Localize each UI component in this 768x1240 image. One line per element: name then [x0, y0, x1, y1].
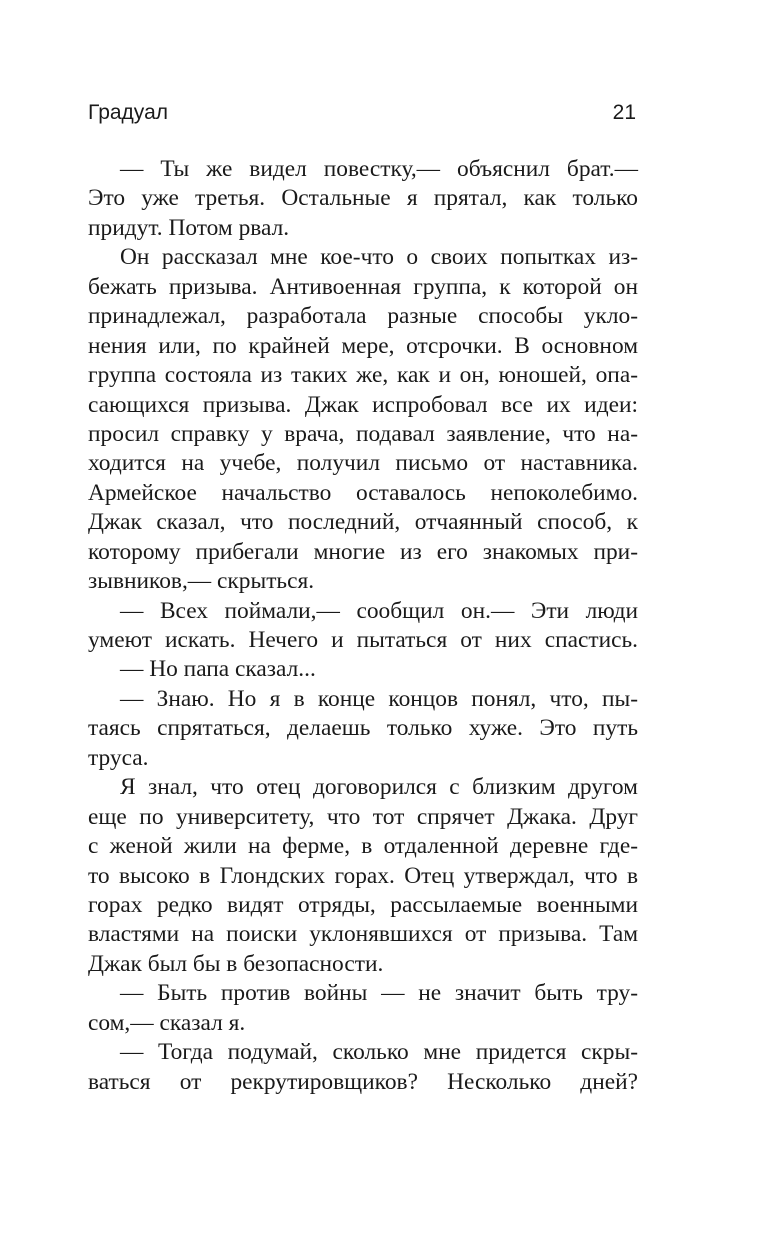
- text-line: горах редко видят отряды, рассылаемые военными: [88, 891, 638, 918]
- text-line: — Быть против войны — не значит быть тру-: [120, 980, 638, 1007]
- body-text: [88, 155, 638, 1097]
- text-line: труса.: [88, 744, 149, 771]
- text-line: сом,— сказал я.: [88, 1009, 246, 1036]
- running-title: Градуал: [88, 101, 169, 124]
- text-line: властями на поиски уклонявшихся от призыва. Там: [88, 921, 638, 948]
- text-line: Это уже третья. Остальные я прятал, как только: [88, 185, 638, 212]
- text-line: которому прибегали многие из его знакомых при-: [88, 538, 638, 565]
- text-line: Я знал, что отец договорился с близким другом: [120, 774, 638, 801]
- text-line: придут. Потом рвал.: [88, 214, 290, 241]
- text-line: Он рассказал мне кое-что о своих попытках из-: [120, 244, 638, 271]
- text-line: — Но папа сказал...: [120, 656, 316, 683]
- text-line: с женой жили на ферме, в отдаленной деревне где-: [88, 833, 638, 860]
- text-line: таясь спрятаться, делаешь только хуже. Это путь: [88, 715, 638, 742]
- text-line: Джак был бы в безопасности.: [88, 950, 384, 977]
- text-line: Джак сказал, что последний, отчаянный способ, к: [88, 509, 638, 536]
- text-line: принадлежал, разработала разные способы укло-: [88, 303, 638, 330]
- text-line: то высоко в Глондских горах. Отец утверждал, что в: [88, 862, 638, 889]
- text-line: зывников,— скрыться.: [88, 568, 315, 595]
- text-line: еще по университету, что тот спрячет Джака. Друг: [88, 803, 638, 830]
- text-line: Армейское начальство оставалось непоколебимо.: [88, 479, 638, 506]
- text-line: ваться от рекрутировщиков? Несколько дней?: [88, 1068, 638, 1095]
- text-line: сающихся призыва. Джак испробовал все их идеи:: [88, 391, 638, 418]
- text-line: — Всех поймали,— сообщил он.— Эти люди: [120, 597, 638, 624]
- text-line: — Знаю. Но я в конце концов понял, что, пы-: [120, 685, 638, 712]
- text-line: нения или, по крайней мере, отсрочки. В основном: [88, 332, 638, 359]
- text-line: — Ты же видел повестку,— объяснил брат.—: [120, 156, 638, 182]
- text-line: бежать призыва. Антивоенная группа, к которой он: [88, 273, 638, 300]
- text-line: просил справку у врача, подавал заявление, что на-: [88, 420, 638, 447]
- running-head: [88, 101, 638, 129]
- text-line: группа состояла из таких же, как и он, юношей, опа-: [88, 362, 638, 389]
- text-line: ходится на учебе, получил письмо от наставника.: [88, 450, 638, 477]
- page-number: 21: [612, 101, 636, 124]
- text-line: умеют искать. Нечего и пытаться от них спастись.: [88, 627, 638, 653]
- text-line: — Тогда подумай, сколько мне придется скры-: [120, 1039, 638, 1066]
